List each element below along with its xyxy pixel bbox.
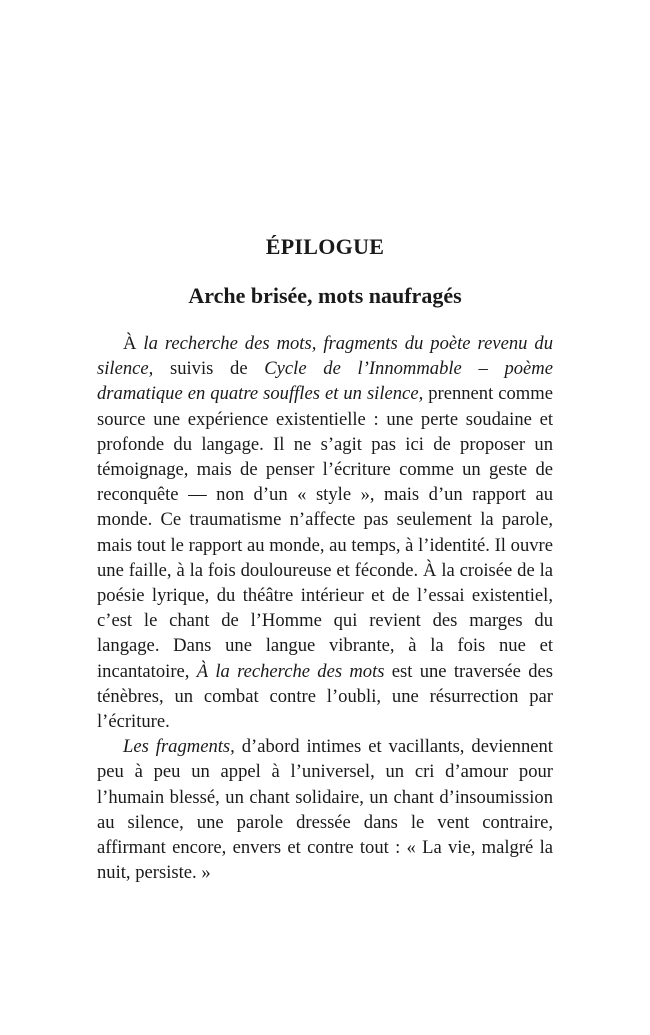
chapter-subheading: Arche brisée, mots naufragés	[188, 283, 462, 308]
paragraph-1	[97, 331, 553, 734]
p1-text-1: À	[123, 333, 144, 354]
p2-text-1: d’abord intimes et vacillants, deviennent peu à peu un appel à l’universel, un cri d’amour pour l’humain blessé, un chant solidaire, un chant d’insoumission au silence, une parole dressée dans le vent contraire, affirmant encore, envers et contre tout : « La vie, malgré la nuit, persiste. »	[97, 736, 553, 884]
p1-italic-3: À la recherche des mots	[196, 660, 385, 682]
p1-text-3: prennent comme source une expérience existentielle : une perte soudaine et profonde du langage. Il ne s’agit pas ici de proposer un témoignage, mais de penser l’écriture comme un geste de reconquête — non d’un « style », mais d’un rapport au monde. Ce traumatisme n’affecte pas seulement la parole, mais tout le rapport au monde, au temps, à l’identité. Il ouvre une faille, à la fois douloureuse et féconde. À la croisée de la poésie lyrique, du théâtre intérieur et de l’essai existentiel, c’est le chant de l’Homme qui revient des marges du langage. Dans une langue vibrante, à la fois nue et incantatoire,	[97, 383, 553, 682]
p1-text-4: est une traversée des ténèbres, un combat contre l’oubli, une résurrection par l’écriture.	[97, 660, 553, 733]
body-text	[97, 331, 553, 885]
p2-italic-1: Les fragments,	[123, 736, 235, 758]
p1-italic-2: Cycle de l’Innommable – poème dramatique en quatre souffles et un silence,	[97, 358, 553, 405]
p1-text-2: suivis de	[153, 358, 265, 380]
p1-italic-1: la recherche des mots, fragments du poète revenu du silence,	[97, 333, 554, 380]
chapter-heading: ÉPILOGUE	[265, 234, 385, 259]
paragraph-2	[97, 734, 553, 885]
